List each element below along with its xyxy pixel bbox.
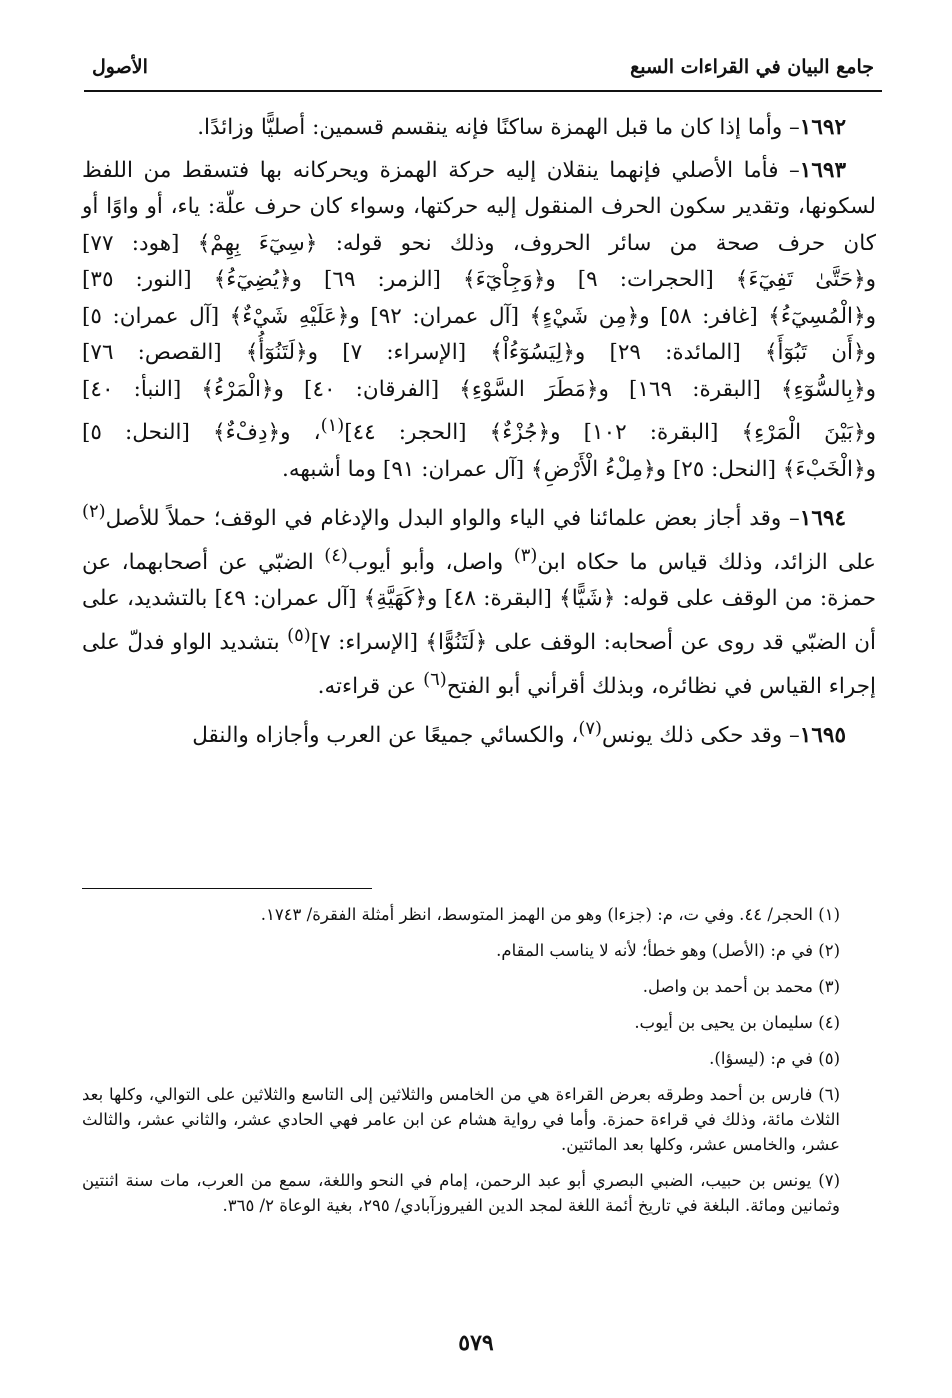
paragraph-number: ١٦٩٣ <box>799 157 846 183</box>
footnotes <box>82 902 840 1229</box>
footnote-5: (٥) في م: (ليسؤا). <box>709 1049 840 1068</box>
book-title: جامع البيان في القراءات السبع <box>630 56 874 78</box>
quran-citation: و﴿يُضِيٓءُ﴾ [النور: ٣٥] <box>82 267 302 292</box>
page-number: ٥٧٩ <box>458 1330 494 1356</box>
quran-citation: و﴿أَن تَبُوٓأَ﴾ [المائدة: ٢٩] <box>609 340 877 365</box>
quran-citation: و﴿مِلْءُ الْأَرْضِ﴾ [آل عمران: ٩١] <box>382 456 666 482</box>
section-title: الأصول <box>92 56 148 78</box>
footnote-ref[interactable]: (٧) <box>578 718 602 740</box>
paragraph-text: الضبّي عن أصحابهما، عن حمزة: من الوقف على قوله: ﴿شَيًّا﴾ [البقرة: ٤٨] و﴿كَهَيَّةِ﴾ [آل عمران: ٤٩] بالتشديد، على أن الضبّي قد روى عن أصحابه: الوقف على ﴿لَتَنُوًّا﴾ [الإسراء: ٧] <box>82 549 877 656</box>
quran-citation: و﴿الْمَرْءُ﴾ [النبأ: ٤٠] <box>82 376 284 402</box>
paragraph-number: ١٦٩٢ <box>799 115 846 140</box>
quran-citation: و﴿حَتَّىٰ تَفِيٓءَ﴾ [الحجرات: ٩] <box>577 267 876 292</box>
quran-citation: و﴿لَتَنُوٓأُ﴾ [القصص: ٧٦] <box>82 340 319 365</box>
footnote-3: (٣) محمد بن أحمد بن واصل. <box>642 977 840 996</box>
quran-citation: و﴿الْمُسِيٓءُ﴾ [غافر: ٥٨] <box>660 303 876 329</box>
footnote-ref[interactable]: (٣) <box>513 544 538 566</box>
paragraph-text: – وقد حكى ذلك يونس <box>601 723 800 749</box>
footnote-ref[interactable]: (٥) <box>287 624 311 646</box>
paragraph-text: – فأما الأصلي فإنهما ينقلان إليه حركة الهمزة ويحركانه بها فتسقط من اللفظ لسكونها، وتقدير سكون الحرف المنقول إليه حركتها، وسواء كان حرف علّة: ياء، أو واوًا أو كان حرف صحة من سائر الحروف، وذلك نحو قوله: <box>82 157 876 256</box>
quran-citation: و﴿عَلَيْهِ شَيْءٌ﴾ [آل عمران: ٥] <box>82 303 360 329</box>
quran-citation: ، و﴿دِفْءٌ﴾ [النحل: ٥] <box>82 420 321 446</box>
footnote-ref[interactable]: (٦) <box>423 668 447 690</box>
paragraph-1693 <box>82 153 876 489</box>
quran-citation: و﴿جُزْءٌ﴾ [الحجر: ٤٤] <box>344 420 561 446</box>
footnote-6: (٦) فارس بن أحمد وطرقه بعرض القراءة هي من الخامس والثلاثين إلى التاسع والثلاثين على التوالي، وكلها بعد الثلاث مائة، وذلك في قراءة حمزة. وأما في رواية هشام عن ابن عامر فهي الحادي عشر، والثاني عشر، والثالث عشر، والخامس عشر، وكلها بعد المائتين. <box>82 1085 840 1154</box>
paragraph-text: واصل، وأبو أيوب <box>347 549 504 575</box>
header-rule <box>84 90 882 92</box>
quran-citation: و﴿بِالسُّوٓءِ﴾ [البقرة: ١٦٩] <box>629 376 877 402</box>
paragraph-1692 <box>82 110 876 147</box>
paragraph-1695 <box>82 711 876 755</box>
quran-citation: و﴿الْخَبْءَ﴾ [النحل: ٢٥] <box>672 456 876 482</box>
paragraph-text: على الزائد، وذلك قياس ما حكاه ابن <box>537 549 877 575</box>
footnote-1: (١) الحجر/ ٤٤. وفي ت، م: (جزءا) وهو من الهمز المتوسط، انظر أمثلة الفقرة/ ١٧٤٣. <box>260 905 840 924</box>
main-text <box>82 110 876 761</box>
paragraph-text: بتشديد الواو فدلّ على إجراء القياس في نظائره، وبذلك أقرأني أبو الفتح <box>82 630 876 699</box>
footnote-7: (٧) يونس بن حبيب، الضبي البصري أبو عبد الرحمن، إمام في النحو واللغة، سمع من العرب، مات سنة اثنتين وثمانين ومائة. البلغة في تاريخ أئمة اللغة لمجد الدين الفيروزآبادي/ ٢٩٥، بغية الوعاة ٢/ ٣٦٥. <box>82 1171 840 1215</box>
footnote-rule <box>82 888 372 889</box>
paragraph-text: – وأما إذا كان ما قبل الهمزة ساكنًا فإنه ينقسم قسمين: أصليًّا وزائدًا. <box>197 115 800 140</box>
footnote-ref[interactable]: (١) <box>320 415 345 436</box>
quran-citation: و﴿مَطَرَ السَّوْءِ﴾ [الفرقان: ٤٠] <box>304 376 609 402</box>
paragraph-number: ١٦٩٥ <box>799 723 846 749</box>
paragraph-text: ، والكسائي جميعًا عن العرب وأجازاه والنقل <box>192 723 579 749</box>
paragraph-number: ١٦٩٤ <box>799 506 846 532</box>
quran-citation: و﴿بَيْنَ الْمَرْءِ﴾ [البقرة: ١٠٢] <box>583 420 876 446</box>
paragraph-1694 <box>82 494 876 705</box>
quran-citation: و﴿وَجِاْيٓءَ﴾ [الزمر: ٦٩] <box>324 267 556 292</box>
footnote-ref[interactable]: (٢) <box>82 501 106 523</box>
quran-citation: ﴿سِيٓءَ بِهِمْ﴾ [هود: ٧٧] <box>82 230 318 256</box>
footnote-2: (٢) في م: (الأصل) وهو خطأ؛ لأنه لا يناسب المقام. <box>496 941 840 960</box>
footnote-4: (٤) سليمان بن يحيى بن أيوب. <box>634 1013 840 1032</box>
footnote-ref[interactable]: (٤) <box>324 544 348 566</box>
quran-citation: و﴿لِيَسُوٓءُاْ﴾ [الإسراء: ٧] <box>342 340 586 365</box>
quran-citation: و﴿مِن شَيْءٍ﴾ [آل عمران: ٩٢] <box>370 303 650 329</box>
closing-text: وما أشبهه. <box>282 456 377 482</box>
paragraph-text: عن قراءته. <box>317 673 417 699</box>
paragraph-text: – وقد أجاز بعض علمائنا في الياء والواو البدل والإدغام في الوقف؛ حملاً للأصل <box>105 506 800 532</box>
